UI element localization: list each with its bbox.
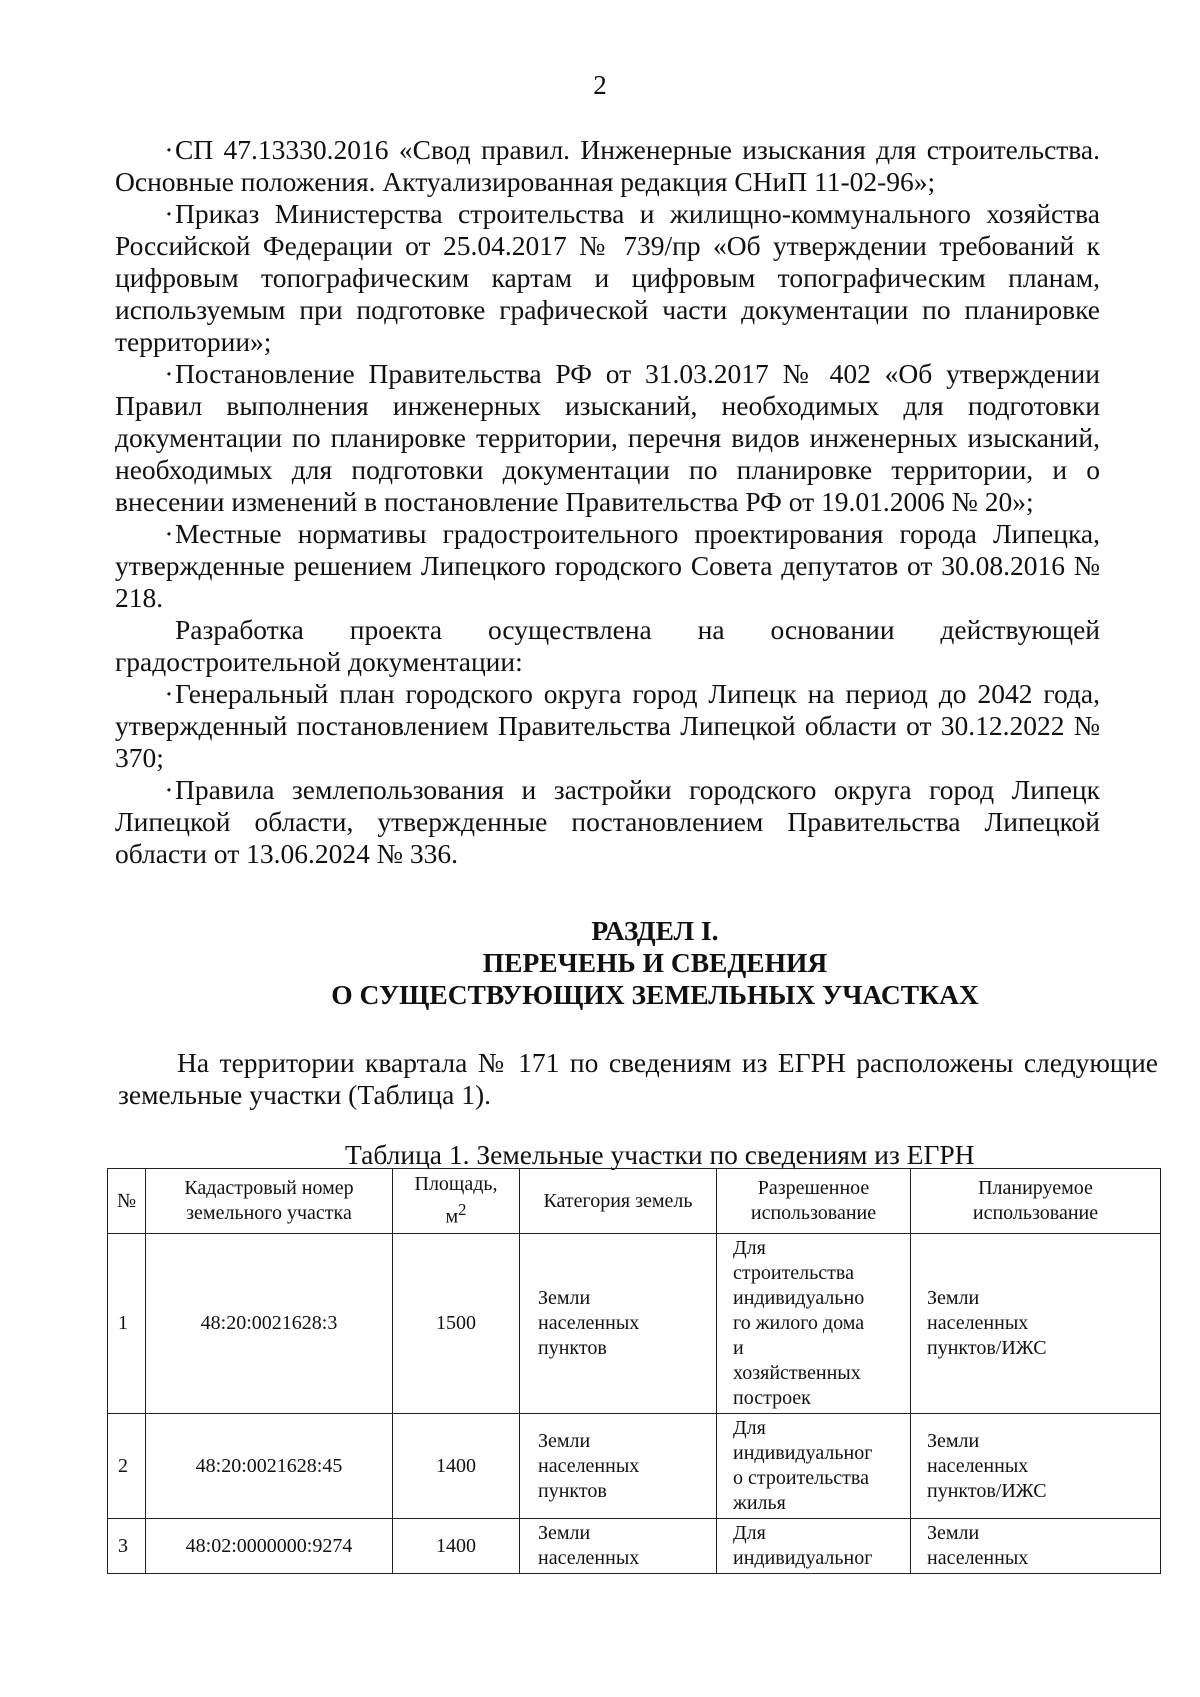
cell-planned: Земли населенных пунктов/ИЖС — [911, 1234, 1161, 1414]
page-number: 2 — [593, 70, 607, 100]
bullet-marker: · — [164, 198, 174, 229]
table-row — [108, 1234, 1161, 1414]
paragraph-text: Приказ Министерства строительства и жилищно-коммунального хозяйства Российской Федерации от 25.04.2017 № 739/пр «Об утверждении требований к цифровым топографическим картам и цифровым топографическим планам, используемым при подготовке графической части документации по планировке территории»; — [115, 198, 1100, 357]
header-area-sup: 2 — [458, 1200, 467, 1220]
table-row — [108, 1519, 1161, 1574]
cell-cadastral: 48:02:0000000:9274 — [146, 1519, 393, 1574]
paragraph — [115, 134, 1100, 198]
section-title-line: РАЗДЕЛ I. — [591, 915, 719, 946]
cell-permitted: Для строительства индивидуально го жилого дома и хозяйственных построек — [717, 1234, 911, 1414]
cell-num: 2 — [108, 1414, 146, 1519]
cell-permitted: Для индивидуальног о строительства жилья — [717, 1414, 911, 1519]
regulations-list — [115, 134, 1100, 870]
header-num: № — [108, 1169, 146, 1234]
section-title-line: О СУЩЕСТВУЮЩИХ ЗЕМЕЛЬНЫХ УЧАСТКАХ — [331, 979, 979, 1010]
header-permitted: Разрешенное использование — [717, 1169, 911, 1234]
header-area-label: Площадь, — [414, 1173, 498, 1196]
cell-permitted: Для индивидуальног — [717, 1519, 911, 1574]
paragraph-text: Правила землепользования и застройки городского округа город Липецк Липецкой области, утвержденные постановлением Правительства Липецкой области от 13.06.2024 № 336. — [115, 774, 1100, 869]
paragraph-text: Местные нормативы градостроительного проектирования города Липецка, утвержденные решением Липецкого городского Совета депутатов от 30.08.2016 № 218. — [115, 518, 1100, 613]
cell-planned: Земли населенных — [911, 1519, 1161, 1574]
bullet-marker: · — [164, 774, 174, 805]
paragraph — [115, 198, 1100, 358]
cell-area: 1400 — [393, 1519, 520, 1574]
paragraph — [115, 678, 1100, 774]
paragraph-text: СП 47.13330.2016 «Свод правил. Инженерные изыскания для строительства. Основные положения. Актуализированная редакция СНиП 11-02-96»; — [115, 134, 1100, 197]
paragraph — [115, 518, 1100, 614]
cell-cadastral: 48:20:0021628:45 — [146, 1414, 393, 1519]
land-plots-table — [107, 1168, 1161, 1574]
intro-paragraph: На территории квартала № 171 по сведениям из ЕГРН расположены следующие земельные участки (Таблица 1). — [118, 1047, 1158, 1110]
paragraph — [115, 614, 1100, 678]
header-planned: Планируемое использование — [911, 1169, 1161, 1234]
paragraph-text: Постановление Правительства РФ от 31.03.2017 № 402 «Об утверждении Правил выполнения инженерных изысканий, необходимых для подготовки документации по планировке территории, перечня видов инженерных изысканий, необходимых для подготовки документации по планировке территории, и о внесении изменений в постановление Правительства РФ от 19.01.2006 № 20»; — [115, 358, 1100, 517]
header-cadastral: Кадастровый номер земельного участка — [146, 1169, 393, 1234]
header-area-unit: м — [445, 1205, 459, 1228]
paragraph-text: Генеральный план городского округа город Липецк на период до 2042 года, утвержденный постановлением Правительства Липецкой области от 30.12.2022 № 370; — [115, 678, 1100, 773]
paragraph — [115, 774, 1100, 870]
cell-area: 1400 — [393, 1414, 520, 1519]
bullet-marker: · — [164, 358, 174, 389]
section-heading — [115, 915, 1195, 1011]
cell-category: Земли населенных пунктов — [520, 1234, 717, 1414]
bullet-marker: · — [164, 678, 174, 709]
bullet-marker: · — [164, 134, 174, 165]
paragraph — [115, 358, 1100, 518]
cell-category: Земли населенных — [520, 1519, 717, 1574]
header-area — [393, 1169, 520, 1234]
cell-num: 1 — [108, 1234, 146, 1414]
section-title-line: ПЕРЕЧЕНЬ И СВЕДЕНИЯ — [482, 947, 828, 978]
cell-num: 3 — [108, 1519, 146, 1574]
cell-cadastral: 48:20:0021628:3 — [146, 1234, 393, 1414]
paragraph-text: Разработка проекта осуществлена на основании действующей градостроительной документации: — [115, 614, 1100, 677]
cell-area: 1500 — [393, 1234, 520, 1414]
bullet-marker: · — [164, 518, 174, 549]
table-row — [108, 1414, 1161, 1519]
cell-planned: Земли населенных пунктов/ИЖС — [911, 1414, 1161, 1519]
cell-category: Земли населенных пунктов — [520, 1414, 717, 1519]
table-header-row — [108, 1169, 1161, 1234]
header-category: Категория земель — [520, 1169, 717, 1234]
table-caption: Таблица 1. Земельные участки по сведениям из ЕГРН — [345, 1139, 975, 1170]
